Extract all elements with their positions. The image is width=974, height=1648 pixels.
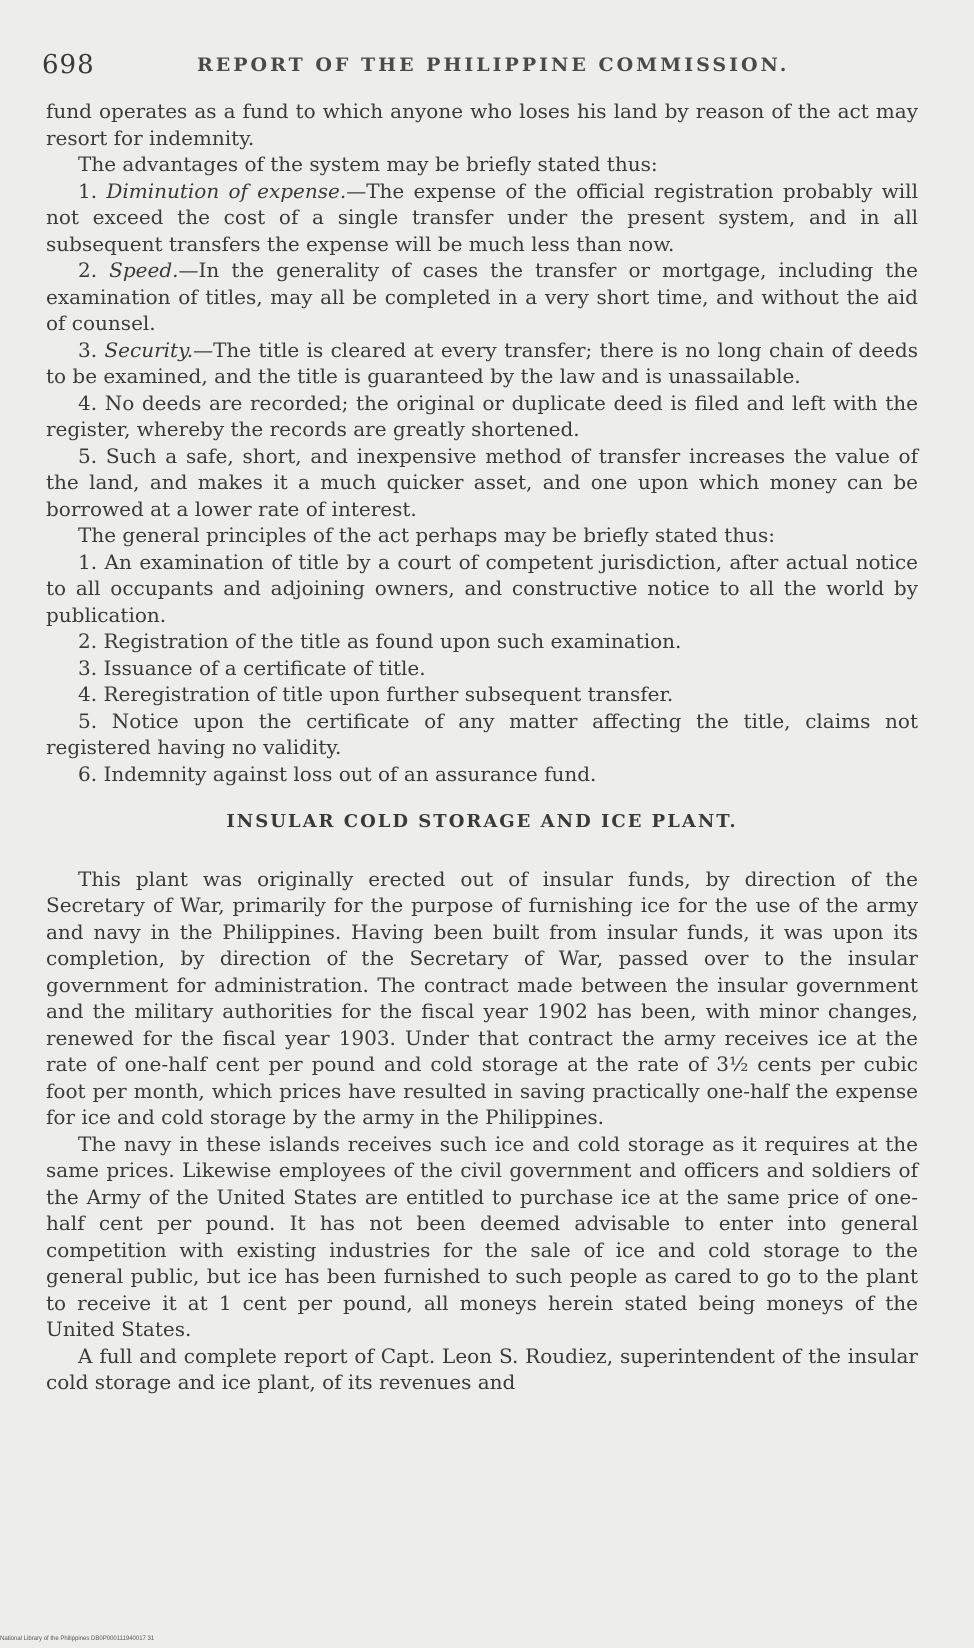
paragraph-text: —In the generality of cases the transfer or mortgage, including the examination of titles, may all be completed in a very short time, and without the aid of counsel. — [46, 258, 918, 335]
paragraph — [46, 390, 918, 443]
body-text — [46, 98, 918, 1396]
paragraph-text: The advantages of the system may be briefly stated thus: — [78, 152, 658, 176]
paragraph-label: Security. — [104, 337, 194, 362]
list-number: 3. — [78, 337, 105, 362]
paragraph-text: —The expense of the official registration probably will not exceed the cost of a single transfer under the present system, and in all subsequent transfers the expense will be much less than now. — [46, 178, 918, 256]
paragraph-text: 3. Issuance of a certificate of title. — [78, 655, 426, 680]
paragraph-text: 5. Such a safe, short, and inexpensive method of transfer increases the value of the land, and makes it a much quicker asset, and one upon which money can be borrowed at a lower rate of interest. — [46, 443, 918, 521]
paragraph-text: 1. An examination of title by a court of competent jurisdiction, after actual notice to all occupants and adjoining owners, and constructive notice to all the world by publication. — [46, 549, 918, 627]
paragraph-text: 2. Registration of the title as found upon such examination. — [78, 629, 682, 653]
paragraph — [46, 337, 918, 390]
paragraphs-bottom — [46, 866, 918, 1396]
paragraph-text: 6. Indemnity against loss out of an assurance fund. — [78, 761, 597, 786]
paragraph-text: This plant was originally erected out of insular funds, by direction of the Secretary of War, primarily for the purpose of furnishing ice for the use of the army and navy in the Philippines. Having been built from insular funds, it was upon its completion, by direction of the Secretary of War, passed over to the insular government for administration. The contract made between the insular government and the military authorities for the fiscal year 1902 has been, with minor changes, renewed for the fiscal year 1903. Under that contract the army receives ice at the rate of one-half cent per pound and cold storage at the rate of 3½ cents per cubic foot per month, which prices have resulted in saving practically one-half the expense for ice and cold storage by the army in the Philippines. — [46, 866, 918, 1129]
running-head: REPORT OF THE PHILIPPINE COMMISSION. — [197, 54, 790, 76]
paragraph-text: The navy in these islands receives such ice and cold storage as it requires at the same prices. Likewise employees of the civil government and officers and soldiers of the Army of the United States are entitled to purchase ice at the same price of one-half cent per pound. It has not been deemed advisable to enter into general competition with existing industries for the sale of ice and cold storage to the general public, but ice has been furnished to such people as cared to go to the plant to receive it at 1 cent per pound, all moneys herein stated being moneys of the United States. — [46, 1131, 918, 1341]
section-heading: INSULAR COLD STORAGE AND ICE PLANT. — [226, 811, 738, 832]
paragraph-label: Diminution of expense. — [106, 178, 347, 203]
page-number: 698 — [42, 50, 95, 80]
paragraph — [46, 549, 918, 629]
list-number: 1. — [78, 178, 107, 203]
paragraph — [46, 178, 918, 258]
footer-credit: National Library of the Philippines DB0P000111940017 31 — [0, 1636, 155, 1642]
paragraphs-top — [46, 98, 918, 787]
paragraph-text: fund operates as a fund to which anyone who loses his land by reason of the act may resort for indemnity. — [46, 99, 918, 150]
paragraph — [46, 443, 918, 523]
paragraph-text: 4. No deeds are recorded; the original or duplicate deed is filed and left with the register, whereby the records are greatly shortened. — [46, 390, 918, 441]
paragraph-label: Speed. — [109, 258, 179, 282]
paragraph-text: 4. Reregistration of title upon further subsequent transfer. — [78, 682, 674, 706]
paragraph — [46, 628, 918, 655]
page-header — [42, 50, 922, 84]
paragraph — [46, 655, 918, 682]
paragraph-text: —The title is cleared at every transfer; there is no long chain of deeds to be examined, and the title is guaranteed by the law and is unassailable. — [46, 337, 918, 388]
paragraph — [46, 708, 918, 761]
paragraph — [46, 257, 918, 337]
paragraph-text: 5. Notice upon the certificate of any matter affecting the title, claims not registered having no validity. — [46, 708, 918, 759]
paragraph — [46, 151, 918, 178]
list-number: 2. — [78, 258, 110, 282]
paragraph — [46, 761, 918, 788]
paragraph — [46, 522, 918, 549]
paragraph — [46, 681, 918, 708]
paragraph-text: A full and complete report of Capt. Leon S. Roudiez, superintendent of the insular cold storage and ice plant, of its revenues and — [46, 1343, 918, 1394]
paragraph — [46, 866, 918, 1131]
paragraph-text: The general principles of the act perhaps may be briefly stated thus: — [78, 523, 775, 547]
paragraph — [46, 1343, 918, 1396]
paragraph — [46, 98, 918, 151]
paragraph — [46, 1131, 918, 1343]
